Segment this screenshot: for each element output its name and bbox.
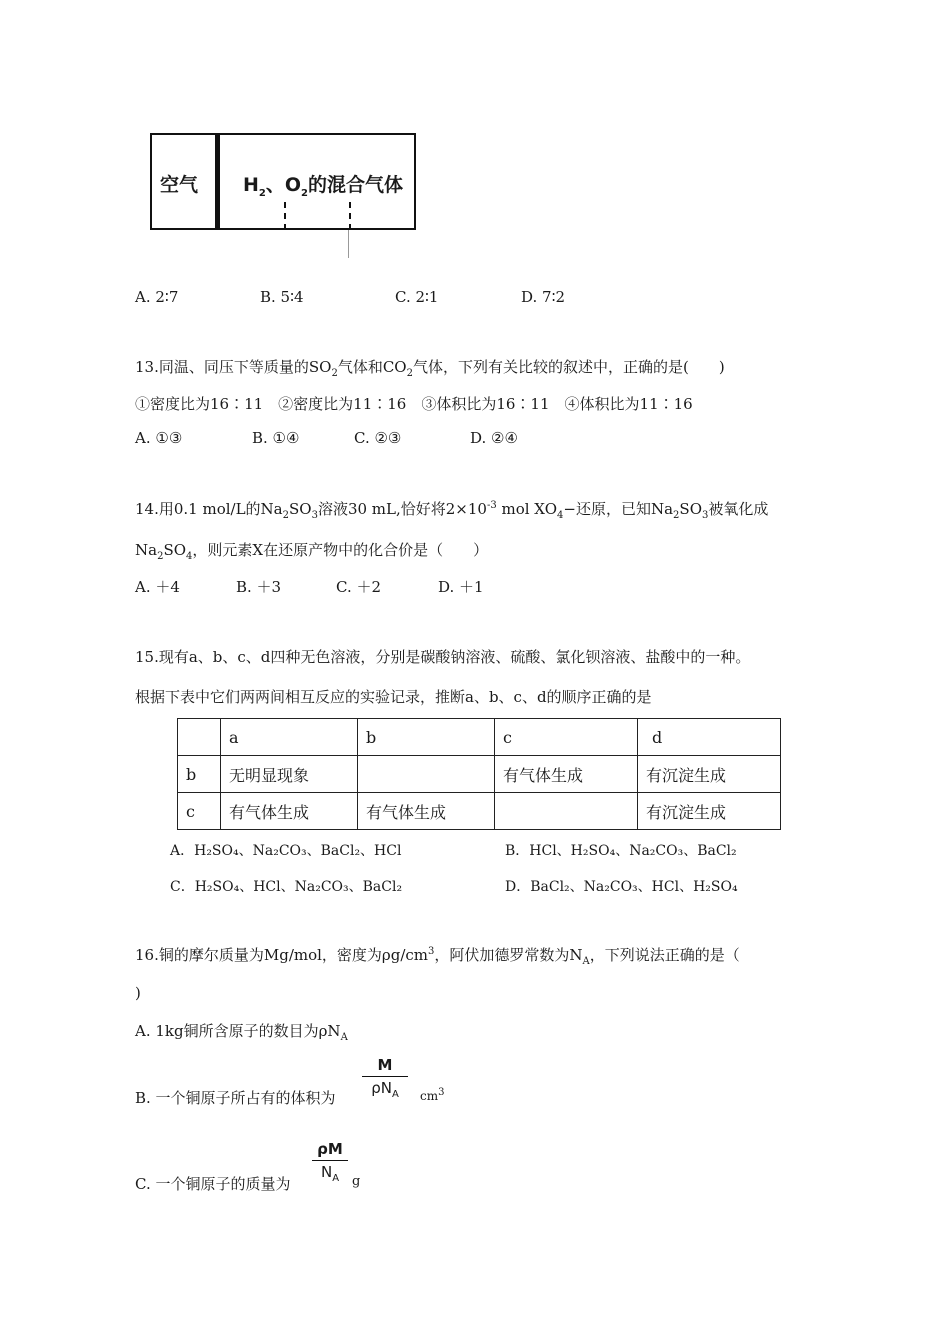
q15-option-c: C．H₂SO₄、HCl、Na₂CO₃、BaCl₂ bbox=[170, 879, 403, 895]
q15-option-d: D．BaCl₂、Na₂CO₃、HCl、H₂SO₄ bbox=[505, 879, 738, 895]
q14-option-a: A. ＋4 bbox=[135, 578, 180, 596]
q14-stem-line1: 14.用0.1 mol/L的$Na_2SO_3$溶液30 mL,恰好将$2\times 10^{-3}$ mol $XO_4-$还原，已知$Na_2SO_3$被氧化成 bbox=[135, 500, 769, 521]
q16-option-b-fraction: M $\rho N_A$ bbox=[362, 1056, 408, 1104]
q13-option-b: B. ①④ bbox=[252, 429, 300, 447]
q15-stem-line1: 15.现有a、b、c、d四种无色溶液，分别是碳酸钠溶液、硫酸、氯化钡溶液、盐酸中的一种。 bbox=[135, 648, 751, 666]
table-cell bbox=[495, 793, 638, 830]
q15-stem-line2: 根据下表中它们两两间相互反应的实验记录，推断a、b、c、d的顺序正确的是 bbox=[135, 688, 652, 706]
table-row bbox=[178, 756, 781, 793]
dashed-mark-1 bbox=[284, 202, 286, 230]
q12-option-d: D. 7∶2 bbox=[521, 288, 566, 306]
table-cell: c bbox=[178, 793, 221, 830]
q16-stem-line1: 16.铜的摩尔质量为Mg/mol，密度为$\rho g/cm^3$，阿伏加德罗常数为$N_A$，下列说法正确的是（ bbox=[135, 946, 740, 967]
q13-option-c: C. ②③ bbox=[354, 429, 402, 447]
table-cell: 有气体生成 bbox=[221, 793, 358, 830]
table-cell: b bbox=[178, 756, 221, 793]
q16-option-c-text: C. 一个铜原子的质量为 bbox=[135, 1175, 291, 1193]
table-row bbox=[178, 793, 781, 830]
table-cell: 无明显现象 bbox=[221, 756, 358, 793]
pointer-line bbox=[348, 230, 349, 258]
piston bbox=[215, 133, 220, 230]
q14-option-d: D. ＋1 bbox=[438, 578, 484, 596]
table-cell: c bbox=[495, 719, 638, 756]
q14-option-c: C. ＋2 bbox=[336, 578, 382, 596]
table-cell: d bbox=[638, 719, 781, 756]
q16-option-a: A. 1kg铜所含原子的数目为$\rho N_A$ bbox=[135, 1022, 348, 1043]
table-cell: b bbox=[358, 719, 495, 756]
q15-option-a: A．H₂SO₄、Na₂CO₃、BaCl₂、HCl bbox=[170, 843, 402, 859]
q14-option-b: B. ＋3 bbox=[236, 578, 282, 596]
q16-option-c-fraction: ρM $N_A$ bbox=[312, 1140, 348, 1188]
q16-stem-line2: ) bbox=[135, 984, 141, 1002]
table-cell: 有气体生成 bbox=[358, 793, 495, 830]
q15-option-b: B．HCl、H₂SO₄、Na₂CO₃、BaCl₂ bbox=[505, 843, 737, 859]
table-cell: a bbox=[221, 719, 358, 756]
table-cell: 有沉淀生成 bbox=[638, 793, 781, 830]
table-cell bbox=[178, 719, 221, 756]
q13-option-a: A. ①③ bbox=[135, 429, 183, 447]
mix-gas-label: $H_2$、$O_2$的混合气体 bbox=[243, 174, 404, 199]
table-header-row bbox=[178, 719, 781, 756]
q13-option-d: D. ②④ bbox=[470, 429, 518, 447]
q12-option-a: A. 2∶7 bbox=[135, 288, 179, 306]
q12-option-c: C. 2∶1 bbox=[395, 288, 439, 306]
q13-statements: ①密度比为16∶11 ②密度比为11∶16 ③体积比为16∶11 ④体积比为11∶16 bbox=[135, 395, 693, 413]
q13-stem: 13.同温、同压下等质量的$SO_2$气体和$CO_2$气体，下列有关比较的叙述中，正确的是( ) bbox=[135, 358, 725, 379]
table-cell: 有气体生成 bbox=[495, 756, 638, 793]
q14-stem-line2: $Na_2SO_4$，则元素X在还原产物中的化合价是（ ） bbox=[135, 541, 489, 562]
q16-option-c-unit: g bbox=[352, 1174, 361, 1189]
air-label: 空气 bbox=[160, 174, 199, 196]
table-cell: 有沉淀生成 bbox=[638, 756, 781, 793]
q12-option-b: B. 5∶4 bbox=[260, 288, 304, 306]
q16-option-b-unit: $cm^3$ bbox=[420, 1087, 445, 1103]
table-cell bbox=[358, 756, 495, 793]
reaction-table bbox=[177, 718, 781, 830]
q16-option-b-text: B. 一个铜原子所占有的体积为 bbox=[135, 1089, 336, 1107]
dashed-mark-2 bbox=[349, 202, 351, 230]
